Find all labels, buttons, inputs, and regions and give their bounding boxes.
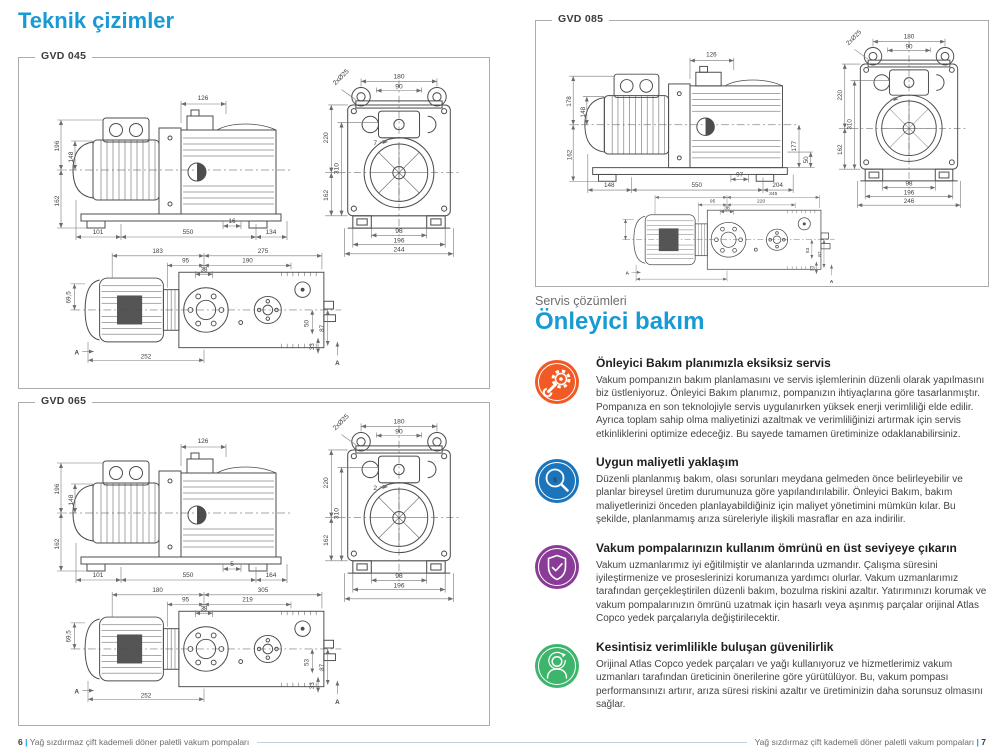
dim-label: 33 (309, 682, 317, 690)
dim-label: 53 (303, 659, 311, 666)
dim-label: 196 (54, 483, 61, 495)
service-item (535, 455, 987, 527)
drawing-box-label: GVD 045 (35, 50, 92, 62)
dim-label: 38 (200, 605, 208, 613)
dim-label: 90 (395, 83, 403, 91)
dim-label: 162 (323, 534, 331, 546)
service-item (535, 356, 987, 441)
drawing-box-label: GVD 085 (552, 13, 609, 25)
dim-label: 162 (54, 538, 61, 550)
dim-label: 2 (373, 485, 378, 493)
drawing-box-gvd065 (18, 395, 490, 726)
dim-label: 134 (265, 229, 277, 236)
dim-label: 178 (566, 96, 574, 107)
dim-label: 33 (810, 265, 816, 272)
dim-label: 275 (257, 247, 269, 255)
dim-label: 33 (309, 343, 317, 351)
dim-label: 87 (318, 663, 326, 671)
dim-label: 183 (152, 247, 163, 255)
dim-label: 87 (318, 324, 326, 332)
dim-label: 38 (200, 266, 208, 274)
dim-label: 196 (903, 189, 915, 197)
drawing-box-gvd085 (535, 13, 989, 287)
service-item-title: Vakum pompalarınızın kullanım ömrünü en üst seviyeye çıkarın (596, 540, 957, 555)
dim-label: 180 (393, 418, 405, 426)
dim-label: 7 (373, 140, 378, 148)
page-title: Teknik çizimler (18, 8, 175, 33)
dim-label: 126 (197, 438, 209, 445)
dim-label: 69,5 (65, 291, 73, 304)
dim-label: 180 (393, 73, 405, 81)
dollar-magnifier-icon (535, 455, 579, 527)
drawing-box-label: GVD 065 (35, 395, 92, 407)
section-label: A (74, 349, 79, 357)
dim-label: 148 (579, 106, 587, 118)
pump-top-view-drawing (59, 244, 349, 374)
service-item-title: Önleyici Bakım planımızla eksiksiz servis (596, 356, 831, 370)
dim-label: 252 (140, 353, 152, 361)
service-item-body: Vakum uzmanlarımız iyi eğitilmiştir ve alanlarında uzmandır. Çalışma süresini iyileştirmenize ve proseslerinizi korumanıza yardımcı olurlar. Vakum uzmanlarımız tarafından gerçekleştirilen düzenli bakım, bozulma riskini azaltır. Yatırımınızı korumak ve vakum pompalarınızın ömrünü uzatmak için hasarlı veya aşınmış parçalar orijinal Atlas Copco yedek parçalarıyla değiştirilecektir. (596, 559, 987, 625)
footer-separator: | (25, 737, 28, 747)
dim-label: 50 (303, 320, 311, 327)
dim-label: 162 (54, 195, 61, 207)
section-label: A (335, 360, 340, 368)
dim-label: 196 (393, 582, 405, 590)
dim-label: 252 (140, 692, 152, 700)
dim-label: 219 (242, 596, 253, 604)
dim-label: 98 (905, 180, 913, 188)
dim-label: 345 (769, 192, 778, 198)
dim-label: 180 (152, 586, 163, 594)
footer-rule (257, 742, 746, 743)
section-kicker: Servis çözümleri (535, 294, 627, 308)
wrench-gear-icon (535, 356, 579, 441)
pump-front-view-drawing (836, 27, 982, 214)
dim-label: 5 (230, 561, 234, 568)
dim-label: 220 (323, 132, 331, 144)
dim-label: 162 (836, 144, 844, 155)
pump-front-view-drawing (322, 411, 476, 608)
dim-label: 95 (182, 596, 190, 604)
service-item (535, 640, 987, 712)
section-label: A (829, 279, 834, 285)
dim-label: 310 (333, 163, 341, 175)
dim-label: 162 (566, 149, 574, 161)
dim-label: 196 (54, 140, 61, 152)
dim-label: 97 (736, 171, 744, 179)
service-item-body: Vakum pompanızın bakım planlamasını ve servis işlemlerinin düzenli olarak yapılmasını biz üstleniyoruz. Önleyici Bakım planımız, pompanızın ihtiyaçlarına göre tasarlanmıştır. Pompanıza en son teknolojiyle servis uygulanırken yüksek enerji verimliliği elde edilir. Ayrıca toplam sahip olma maliyetinizi azaltmak ve verimliliğinizi artırmak için servis etkinliklerini optimize edeceğiz. Bu sayede tamamen üretiminize odaklanabilirsiniz. (596, 375, 985, 440)
dim-label: 220 (836, 89, 844, 101)
dim-label: 98 (395, 228, 403, 236)
dim-label: 310 (333, 508, 341, 520)
dim-label: 148 (68, 494, 75, 506)
section-heading: Önleyici bakım (535, 308, 705, 335)
dim-label: 69,5 (65, 630, 73, 643)
footer-separator: | (976, 737, 979, 747)
pump-side-view-drawing (31, 78, 331, 248)
pump-side-view-drawing (544, 35, 836, 201)
dim-label: 310 (846, 119, 854, 130)
service-item (535, 541, 987, 626)
dim-label: 220 (323, 477, 331, 489)
dim-label: 90 (395, 428, 403, 436)
section-label: A (335, 699, 340, 707)
dim-label: 101 (92, 229, 104, 236)
dim-label: 204 (772, 182, 783, 190)
dim-label: 38 (724, 206, 730, 212)
service-item-title: Kesintisiz verimlilikle buluşan güvenilirlik (596, 639, 834, 654)
dim-label: 126 (706, 51, 717, 59)
dim-label: 196 (393, 237, 405, 245)
dollar-glyph: $ (553, 476, 557, 484)
footer-left-text: Yağ sızdırmaz çift kademeli döner paletli vakum pompaları (29, 737, 250, 747)
dim-label: 50 (802, 156, 810, 164)
pump-top-view-drawing (59, 583, 349, 713)
person-refresh-icon (535, 640, 579, 712)
pump-front-view-drawing (322, 66, 476, 263)
dim-label: 550 (182, 229, 194, 236)
page-footer (18, 737, 986, 747)
service-items (535, 356, 987, 725)
dim-label: 2xØ25 (845, 28, 864, 47)
dim-label: 305 (257, 586, 269, 594)
dim-label: 180 (903, 33, 915, 41)
pump-side-view-drawing (31, 421, 331, 591)
dim-label: 246 (903, 198, 915, 206)
page-number-left: 6 (18, 737, 23, 747)
dim-label: 95 (709, 199, 716, 205)
footer-right (755, 737, 986, 747)
dim-label: 164 (265, 572, 277, 579)
section-label: A (74, 688, 79, 696)
dim-label: 550 (691, 182, 703, 190)
dim-label: 550 (182, 572, 194, 579)
dim-label: 87 (817, 251, 823, 257)
service-item-body: Düzenli planlanmış bakım, olası sorunları meydana gelmeden önce belirleyebilir ve planlar bireysel üretim durumunuza göre yapılandırılabilir. Önleyici Bakım, bakım maliyetlerinizi önceden planlayabildiğiniz için maliyet yönetimini mümkün kılar. Bu şekilde, planlanmamış arıza süreleriyle ilişkili masraflar en aza indirilir. (596, 474, 963, 526)
dim-label: 148 (603, 182, 615, 190)
dim-label: 2xØ25 (331, 413, 351, 432)
pump-top-view-drawing (598, 189, 856, 289)
dim-label: 162 (323, 189, 331, 201)
footer-left (18, 737, 249, 747)
dim-label: 148 (68, 151, 75, 163)
dim-label: 95 (182, 257, 190, 265)
dim-label: 244 (393, 246, 405, 254)
dim-label: 177 (791, 140, 799, 152)
drawing-box-gvd045 (18, 50, 490, 389)
dim-label: 16 (228, 218, 236, 225)
dim-label: 90 (905, 43, 913, 51)
service-item-title: Uygun maliyetli yaklaşım (596, 455, 739, 470)
section-label: A (625, 271, 630, 277)
footer-right-text: Yağ sızdırmaz çift kademeli döner paletli vakum pompaları (754, 737, 975, 747)
dim-label: 101 (92, 572, 104, 579)
dim-label: 190 (242, 257, 253, 265)
service-item-body: Orijinal Atlas Copco yedek parçaları ve yağı kullanıyoruz ve hizmetlerimiz vakum uzmanları tarafından üreticinin önerilerine göre yürütülüyor. Bu, vakum pompası performansınızı artırır, arıza süresi riskini azaltır ve üretiminizin daha sorunsuz olmasını sağlar. (596, 658, 983, 710)
dim-label: 2xØ25 (331, 68, 351, 87)
page-number-right: 7 (981, 737, 986, 747)
dim-label: 126 (197, 95, 209, 102)
dim-label: 53 (805, 247, 811, 254)
shield-check-icon (535, 541, 579, 626)
dim-label: 220 (756, 199, 766, 205)
dim-label: 98 (395, 573, 403, 581)
